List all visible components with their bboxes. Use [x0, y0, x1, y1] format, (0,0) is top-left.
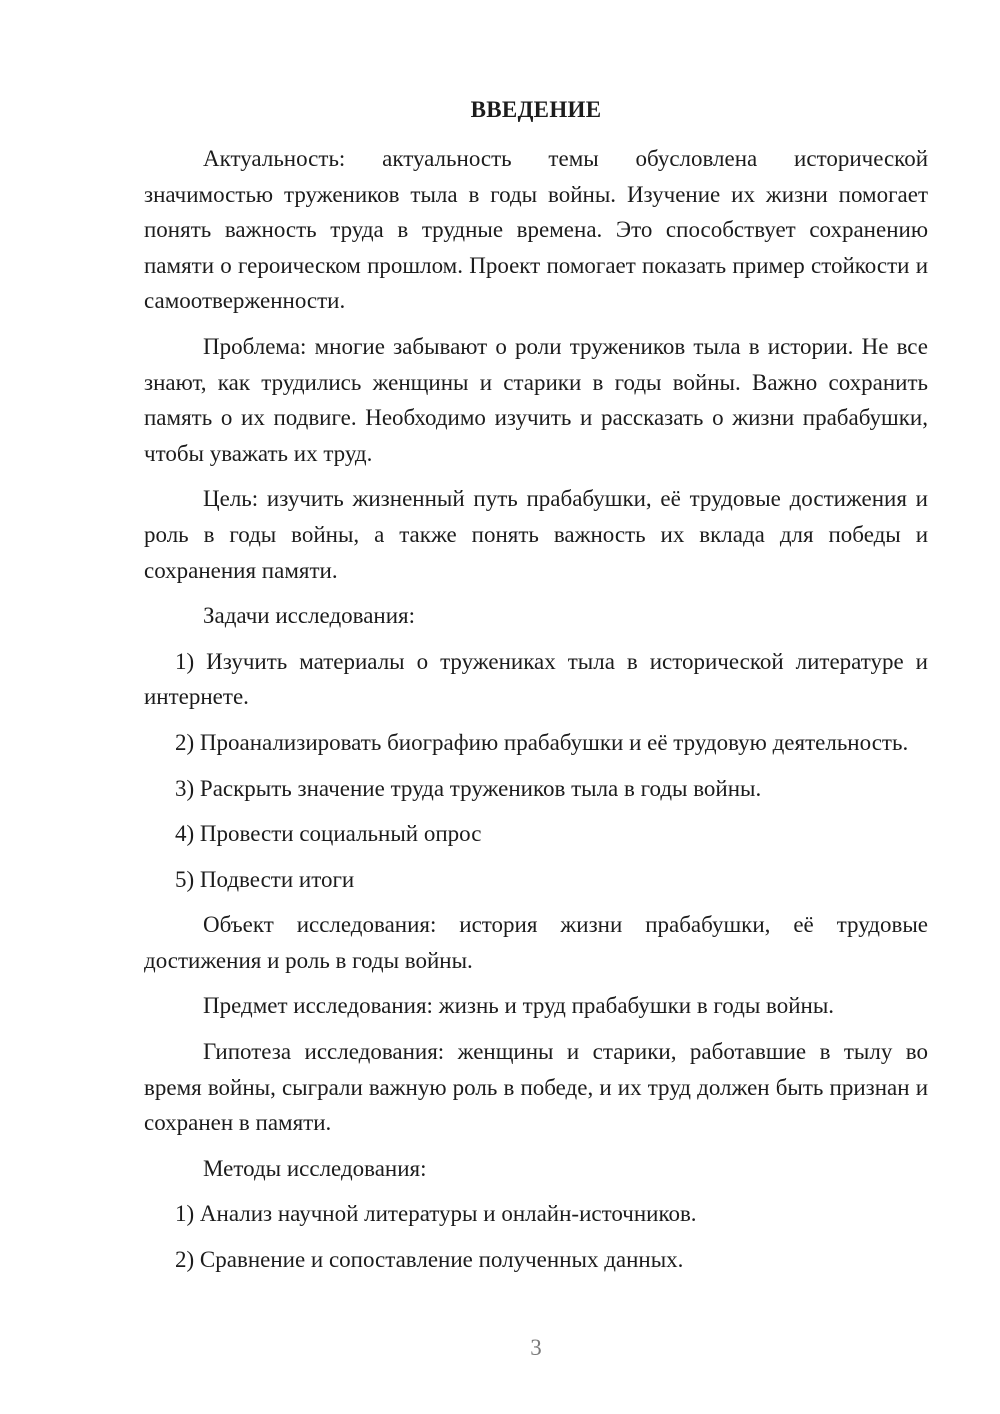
tasks-heading: Задачи исследования:	[203, 603, 416, 629]
problem-paragraph: Проблема: многие забывают о роли тружеников тыла в истории. Не все знают, как трудились женщины и старики в годы войны. Важно сохранить память о их подвиге. Необходимо изучить и рассказать о жизни прабабушки, чтобы уважать их труд.	[144, 333, 928, 466]
object-paragraph: Объект исследования: история жизни прабабушки, её трудовые достижения и роль в годы войны.	[144, 912, 928, 973]
task-item: 4) Провести социальный опрос	[175, 821, 482, 847]
method-item: 2) Сравнение и сопоставление полученных данных.	[175, 1247, 684, 1273]
page-body	[144, 141, 928, 1278]
method-item: 1) Анализ научной литературы и онлайн-источников.	[175, 1201, 697, 1227]
task-item: 3) Раскрыть значение труда тружеников тыла в годы войны.	[175, 775, 762, 801]
hypothesis-paragraph: Гипотеза исследования: женщины и старики, работавшие в тылу во время войны, сыграли важную роль в победе, и их труд должен быть признан и сохранен в памяти.	[144, 1039, 928, 1136]
task-item: 2) Проанализировать биографию прабабушки и её трудовую деятельность.	[175, 729, 909, 755]
page-number: 3	[530, 1335, 542, 1360]
subject-paragraph: Предмет исследования: жизнь и труд прабабушки в годы войны.	[203, 993, 835, 1019]
relevance-paragraph: Актуальность: актуальность темы обусловлена исторической значимостью тружеников тыла в годы войны. Изучение их жизни помогает понять важность труда в трудные времена. Это способствует сохранению памяти о героическом прошлом. Проект помогает показать пример стойкости и самоотверженности.	[144, 146, 928, 314]
methods-heading: Методы исследования:	[203, 1155, 427, 1181]
goal-paragraph: Цель: изучить жизненный путь прабабушки, её трудовые достижения и роль в годы войны, а также понять важность их вклада для победы и сохранения памяти.	[144, 486, 928, 583]
section-heading: ВВЕДЕНИЕ	[470, 97, 602, 122]
task-item: 5) Подвести итоги	[175, 866, 355, 892]
task-item: 1) Изучить материалы о тружениках тыла в исторической литературе и интернете.	[144, 648, 928, 710]
